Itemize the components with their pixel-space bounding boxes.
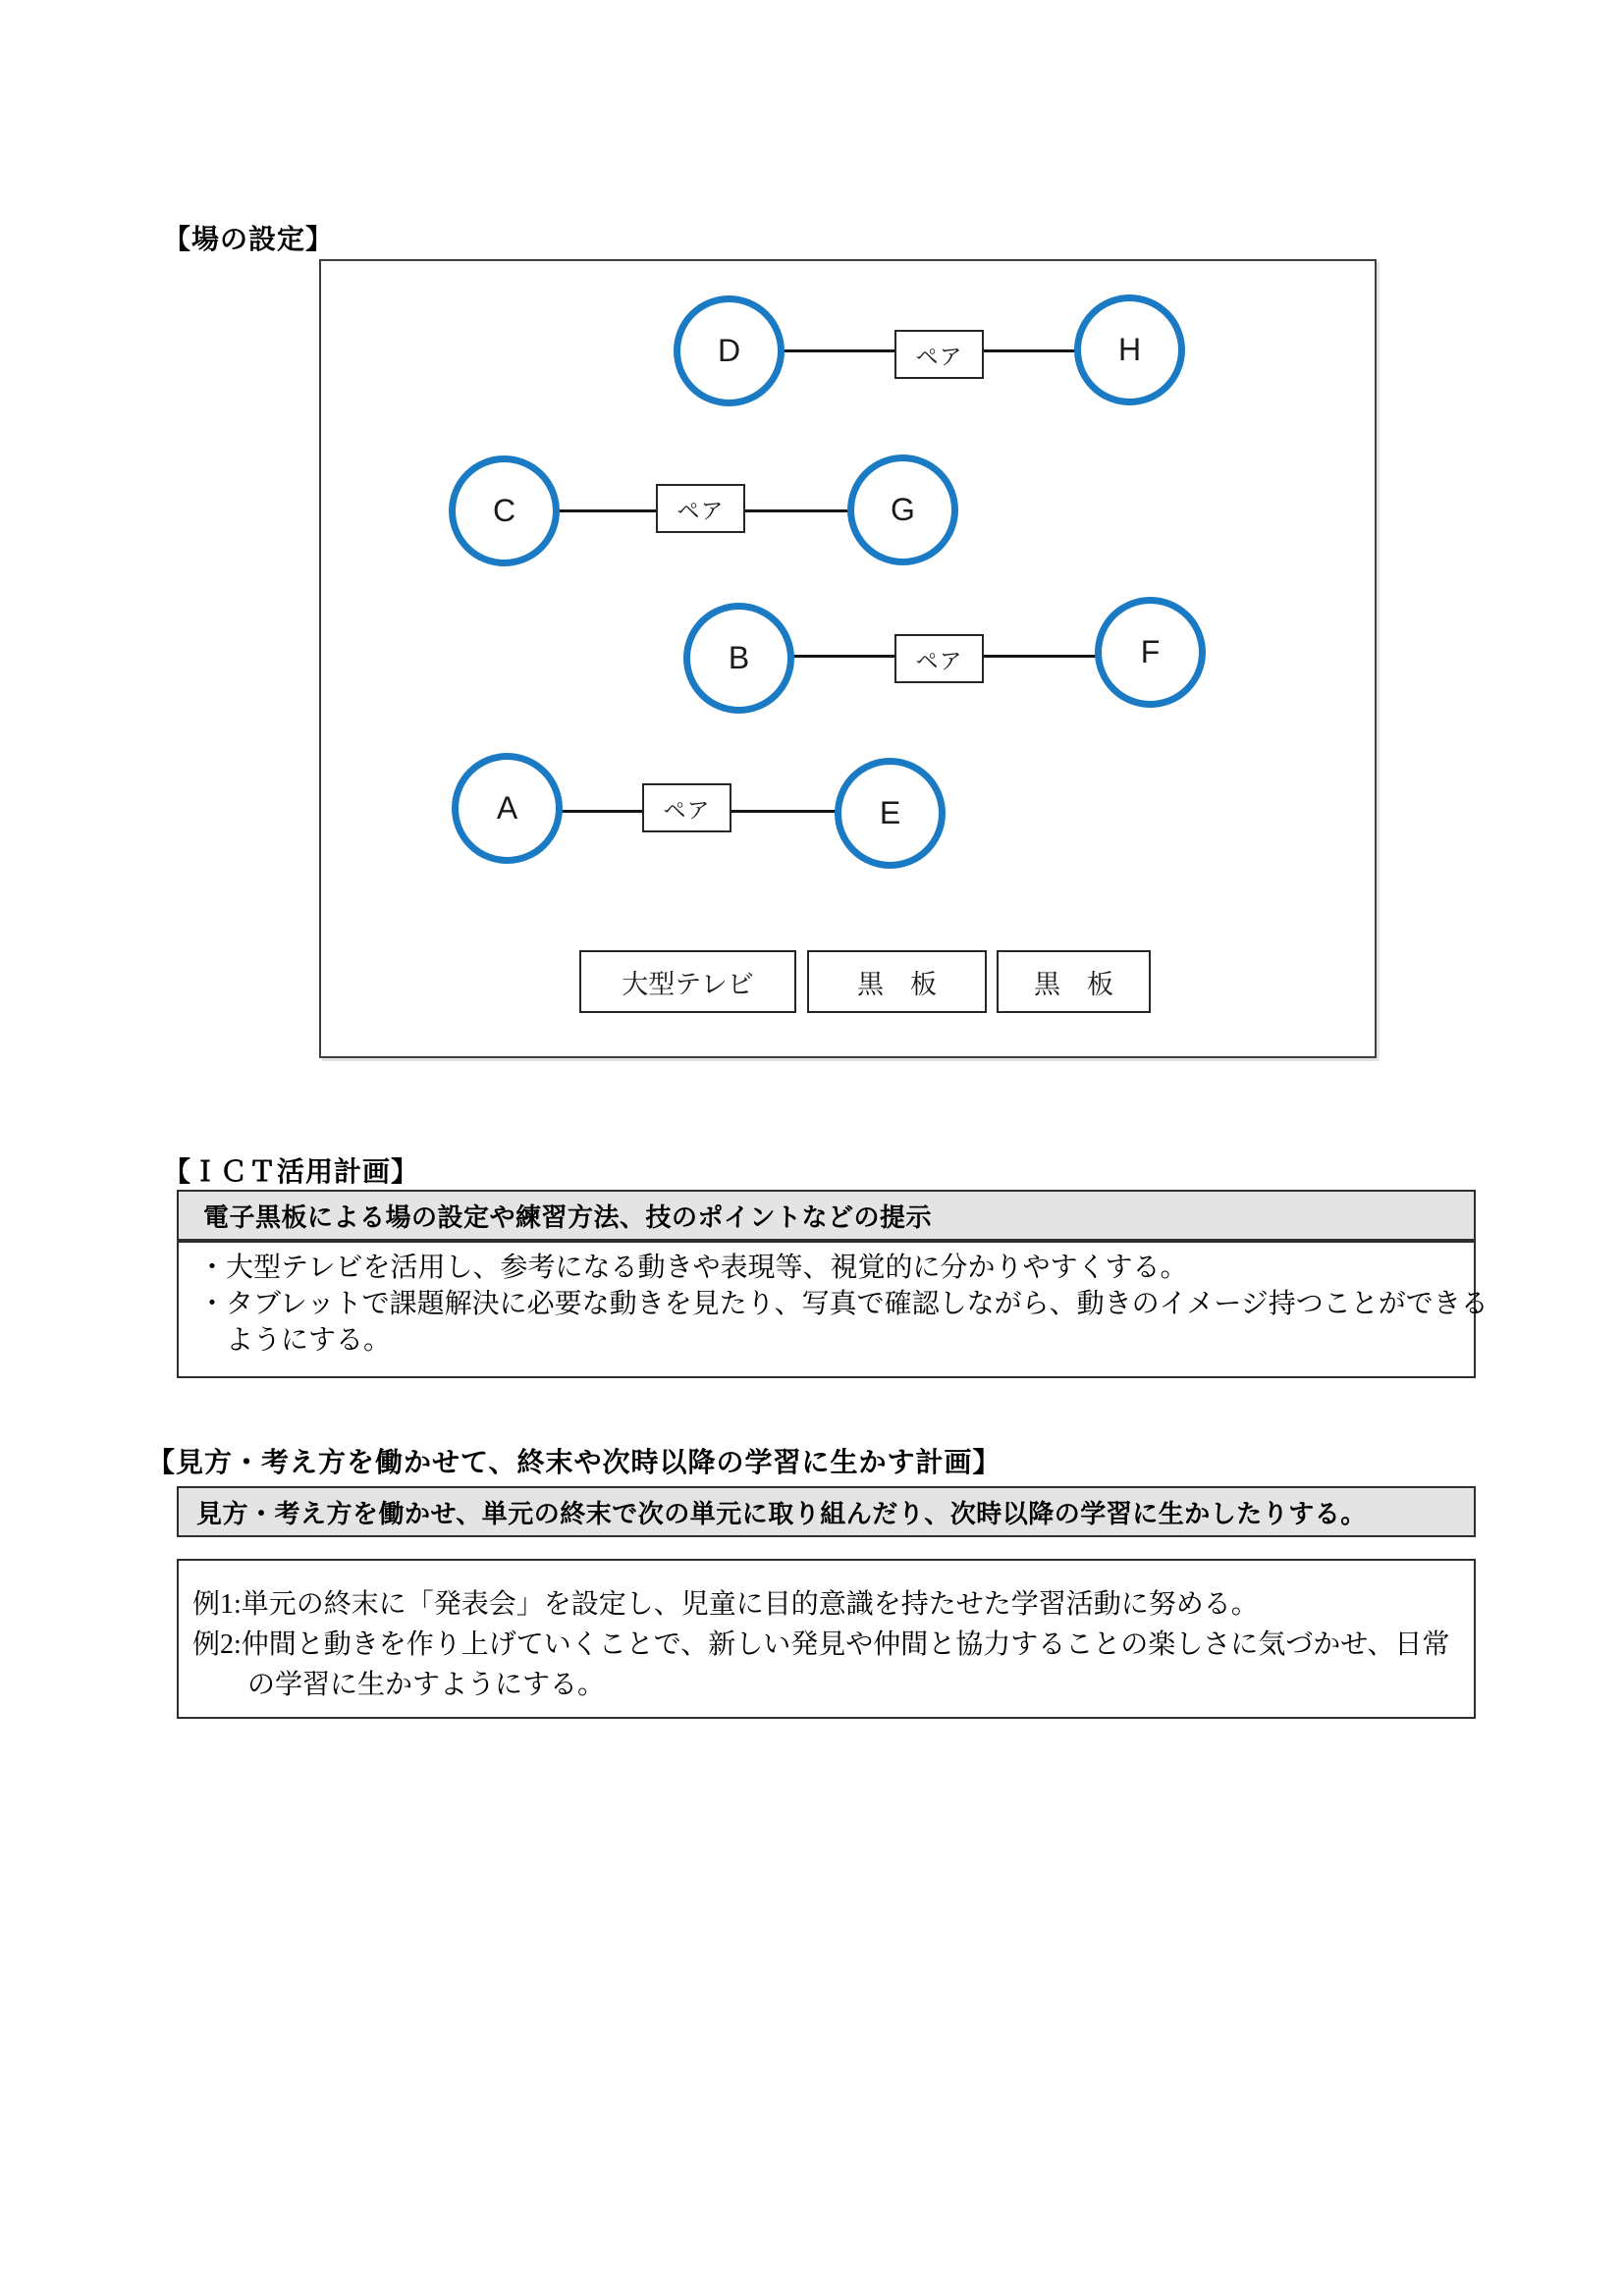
outlook-line-1: 例1:単元の終末に「発表会」を設定し、児童に目的意識を持たせた学習活動に努める。 [192,1589,1259,1620]
ict-header-bar: 電子黒板による場の設定や練習方法、技のポイントなどの提示 [177,1190,1476,1241]
seat-circle-h: H [1074,294,1185,405]
pair-box-c-g: ペア [656,484,745,533]
pair-box-d-h: ペア [894,330,984,379]
ict-line-1: ・大型テレビを活用し、参考になる動きや表現等、視覚的に分かりやすくする。 [198,1253,1188,1283]
pair-box-a-e: ペア [642,783,731,832]
seat-circle-g: G [847,454,958,565]
seat-circle-b: B [683,603,794,714]
outlook-header-bar: 見方・考え方を働かせ、単元の終末で次の単元に取り組んだり、次時以降の学習に生かしたりする。 [177,1486,1476,1537]
blackboard-box-2: 黒 板 [997,950,1151,1013]
seat-circle-c: C [449,455,560,566]
ict-body-box [177,1241,1489,1378]
pair-box-b-f: ペア [894,634,984,683]
seat-circle-e: E [835,758,946,869]
setting-title: 【場の設定】 [163,224,335,254]
ict-title: 【ＩＣＴ活用計画】 [163,1156,420,1187]
ict-line-3: ようにする。 [198,1325,392,1356]
outlook-title: 【見方・考え方を働かせて、終末や次時以降の学習に生かす計画】 [147,1447,1001,1477]
ict-line-2: ・タブレットで課題解決に必要な動きを見たり、写真で確認しながら、動きのイメージ持つことができる [198,1289,1489,1319]
outlook-line-3: の学習に生かすようにする。 [192,1670,606,1700]
seat-circle-d: D [674,295,785,406]
seat-circle-f: F [1095,597,1206,708]
seat-circle-a: A [452,753,563,864]
tv-box: 大型テレビ [579,950,796,1013]
outlook-body-box [177,1559,1476,1719]
blackboard-box-1: 黒 板 [807,950,987,1013]
setting-diagram [319,259,1377,1058]
outlook-line-2: 例2:仲間と動きを作り上げていくことで、新しい発見や仲間と協力することの楽しさに気づかせ、日常 [192,1629,1450,1660]
